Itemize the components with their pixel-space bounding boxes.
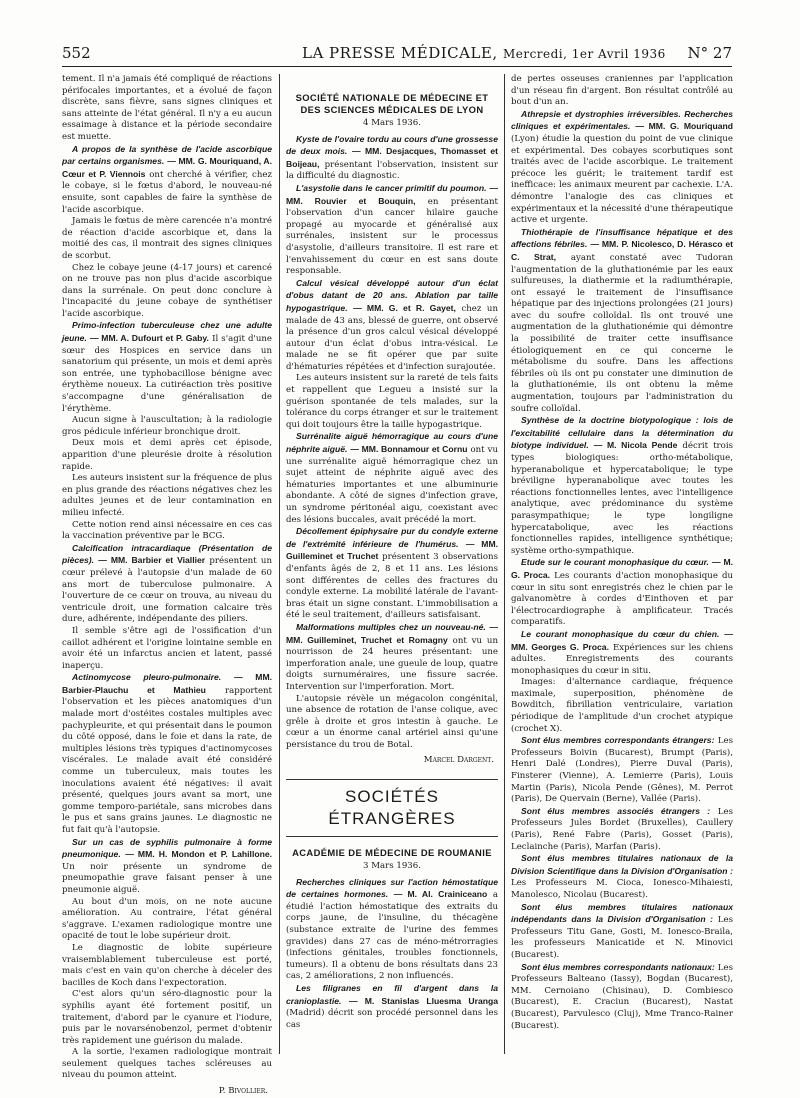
- paragraph: Les courants d'action monophasique du cœur in situ sont enregistrés chez le chien par le galvanomètre à cordes d'Einthoven et par l'électrocardiographe à amplificateur. Tracés comparatifs.: [511, 570, 734, 628]
- article-authors: — M. Nicola Pende: [593, 440, 678, 451]
- paragraph: (Madrid) décrit son procédé personnel dans les cas: [286, 1008, 498, 1030]
- paragraph: Il semble s'être agi de l'ossification d'un caillot adhérent et l'origine lointaine semble en avoir été un infarctus ancien et latent, passé inaperçu.: [62, 625, 272, 671]
- paragraph: présentent un cœur prélevé à l'autopsie d'un malade de 60 ans mort de tuberculose pulmonaire. A l'ouverture de ce cœur on trouva, au niveau du ventricule droit, une formation calcaire très dure, adhérente, indépendante des piliers.: [62, 556, 272, 625]
- section-heading: SOCIÉTÉ NATIONALE DE MÉDECINE ET DES SCIENCES MÉDICALES DE LYON: [295, 92, 489, 115]
- section-banner: SOCIÉTÉS ÉTRANGÈRES: [286, 779, 498, 837]
- article-authors: — MM. Barbier-Plauchu et Mathieu: [62, 672, 272, 695]
- article-entry: [511, 415, 733, 557]
- article-entry: [286, 877, 498, 983]
- issue-date: Mercredi, 1er Avril 1936: [502, 47, 666, 61]
- article-entry: [286, 526, 498, 622]
- column-rule: [279, 74, 280, 1054]
- article-title: Sont élus membres titulaires nationaux de la Division Scientifique dans la Division d'Organisation :: [511, 853, 733, 876]
- article-title: Surrénalite aiguë hémorragique au cours d'une néphrite aiguë.: [286, 431, 498, 455]
- column-rule: [504, 74, 505, 1054]
- article-authors: — MM. G. et R. Gayet,: [353, 302, 456, 313]
- article-authors: — MM. G. Mouriquand, A. Cœur et P. Viennois: [62, 156, 272, 179]
- article-entry: [286, 183, 498, 278]
- paragraph: A la sortie, l'examen radiologique montrait seulement quelques taches scléreuses au niveau du poumon atteint.: [62, 1047, 272, 1081]
- article-title: Primo-infection tuberculeuse chez une adulte jeune.: [62, 320, 272, 344]
- page-header: [62, 44, 732, 67]
- paragraph: Cette notion rend ainsi nécessaire en ces cas la vaccination préventive par le BCG.: [62, 519, 272, 542]
- article-entry: [62, 543, 272, 626]
- article-authors: — MM. H. Mondon et P. Lahillone.: [125, 849, 272, 860]
- article-entry: [511, 109, 733, 227]
- paragraph: Le diagnostic de lobite supérieure vraisemblablement tuberculeuse est porté, mais c'est en vain qu'on cherche à déceler des bacilles de Koch dans l'expectoration.: [62, 942, 272, 988]
- article-entry: [62, 320, 272, 415]
- article-authors: — MM. Desjacques, Thomasset et Boijeau,: [286, 146, 499, 169]
- article-entry: [511, 735, 733, 806]
- article-title: Les filigranes en fil d'argent dans la cranioplastie.: [286, 983, 498, 1006]
- article-authors: — M. G. Proca.: [511, 557, 734, 580]
- column-2: [286, 74, 498, 1031]
- paragraph: décrit trois types biologiques: ortho-métabolique, hyperanabolique et hypercatabolique; le type bréviligne hyperanabolique avec toutes les réactions fonctionnelles lentes, avec l'intelligence analytique, avec prédominance du système parasympathique; le type longiligne hypercatabolique, avec les réactions fonctionnelles rapides, intelligence synthétique; système ortho-sympathique.: [511, 441, 733, 556]
- article-title: Malformations multiples chez un nouveau-né.: [296, 621, 486, 632]
- article-authors: — MM. Barbier et Viallier: [98, 555, 206, 566]
- section-heading: ACADÉMIE DE MÉDECINE DE ROUMANIE: [292, 847, 492, 859]
- article-title: Calcul vésical développé autour d'un éclat d'obus datant de 20 ans. Ablation par taille hypogastrique.: [286, 277, 498, 313]
- article-authors: — MM. Georges G. Proca.: [511, 628, 734, 652]
- journal-title: [302, 44, 666, 62]
- paragraph: Jamais le fœtus de mère carencée n'a montré de réaction d'acide ascorbique et, dans la moitié des cas, il montrait des signes cliniques de scorbut.: [62, 216, 272, 261]
- signature: Marcel Dargent.: [423, 755, 494, 766]
- paragraph: chez un malade de 43 ans, blessé de guerre, ont observé la présence d'un gros calcul vésical développé autour d'un éclat d'obus intra-vésical. Le malade ne se fit opérer que par suite d'hématuries répétées et d'infection surajoutée.: [286, 303, 499, 372]
- article-title: Sur un cas de syphilis pulmonaire à forme pneumonique.: [62, 836, 272, 860]
- article-entry: [511, 227, 733, 416]
- article-entry: [511, 806, 733, 853]
- paragraph: en présentant l'observation d'un cancer hilaire gauche propagé au myocarde et généralisé aux surrénales, insistent sur le processus d'asystolie, d'ailleurs transitoire. Il est rare et l'envahissement du cœur en est sans doute responsable.: [286, 196, 498, 277]
- paragraph: Les auteurs insistent sur la rareté de tels faits et rappellent que Legueu a insisté sur la guérison spontanée de tels malades, sur la tolérance du corps étranger et sur le traitement qui doit toujours être la taille hypogastrique.: [286, 373, 498, 430]
- paragraph: a étudié l'action hémostatique des extraits du corps jaune, de l'insuline, du thécagène (substance extraite de l'urine des femmes gravides) dans 27 cas de méno-métrorragies (infections génitales, troubles fonctionnels, tumeurs). Il a obtenu de bons résultats dans 23 cas, 2 améliorations, 2 non influencés.: [286, 890, 498, 982]
- paragraph: (Lyon) étudie la question du point de vue clinique et expérimental. Des cobayes scorbutiques sont traités avec de l'acide ascorbique. Le traitement précoce les guérit; le traitement tardif est inefficace: les animaux meurent par cachexie. L'A. démontre l'analogie des cas cliniques et expérimentaux et la nécessité d'une thérapeutique active et urgente.: [511, 133, 733, 226]
- article-title: Sont élus membres associés étrangers :: [521, 805, 711, 816]
- paragraph: ont vu un nourrisson de 24 heures présentant: une imperforation anale, une gueule de loup, quatre doigts surnuméraires, une fissure sacrée. Intervention sur l'imperforation. Mort.: [286, 635, 498, 692]
- article-entry: [511, 853, 733, 901]
- paragraph: Deux mois et demi après cet épisode, apparition d'une pleurésie droite à résolution rapide.: [62, 438, 272, 472]
- article-entry: [62, 672, 272, 836]
- paragraph: Les Professeurs Balteano (Iassy), Bogdan (Bucarest), MM. Cernoiano (Chisinau), D. Combiesco (Bucarest), E. Craciun (Bucarest), Nastat (Bucarest), Parvulesco (Cluj), Mme Tranco-Rainer (Bucarest).: [511, 962, 733, 1031]
- signature: P. Bivollier.: [218, 1086, 268, 1097]
- paragraph: tement. Il n'a jamais été compliqué de réactions périfocales importantes, et a évolué de façon discrète, sans fièvre, sans signes cliniques et sans atteinte de l'état général. Il n'y a eu aucun essaimage à distance et la période secondaire est muette.: [62, 74, 272, 142]
- article-entry: [62, 144, 272, 217]
- article-title: L'asystolie dans le cancer primitif du poumon.: [296, 182, 487, 193]
- paragraph: Images: d'alternance cardiaque, fréquence maximale, superposition, phénomène de Bowditch, fibrillation ventriculaire, variation périodique de l'amplitude d'un crochet atypique (crochet X).: [511, 677, 733, 734]
- article-authors: — MM. Guilleminet et Truchet: [286, 538, 499, 562]
- article-title: Actinomycose pleuro-pulmonaire.: [72, 672, 222, 683]
- article-authors: — M. Al. Crainiceano: [393, 889, 488, 900]
- article-entry: [511, 629, 733, 677]
- article-authors: — MM. Rouvier et Bouquin,: [286, 182, 498, 206]
- paragraph: Il s'agit d'une sœur des Hospices en service dans un sanatorium qui présente, un mois et demi après son entrée, une typhobacillose bénigne avec érythème noueux. La cutiréaction très positive s'accompagne d'une généralisation de l'érythème.: [62, 334, 273, 414]
- article-entry: [511, 962, 733, 1033]
- article-title: Recherches cliniques sur l'action hémostatique de certaines hormones.: [286, 876, 498, 900]
- article-title: Synthèse de la doctrine biotypologique : lois de l'excitabilité cellulaire dans la détermination du biotype individuel.: [511, 415, 733, 451]
- paragraph: Un noir présente un syndrome de pneumopathie grave faisant penser à une pneumonie aiguë.: [62, 861, 272, 895]
- article-entry: [286, 622, 498, 694]
- journal-name: LA PRESSE MÉDICALE,: [302, 44, 498, 62]
- paragraph: ayant constaté avec Tudoran l'augmentation de la gluthationémie par les eaux sulfureuses, la diathermie et la radiumthérapie, ont essayé le traitement de l'insuffisance hépatique par des injections prolongées (21 jours) avec du soufre colloïdal. Ils ont trouvé une augmentation de la gluthationémie qui démontre la possibilité de traiter cette insuffisance étiologiquement en ce qui concerne le métabolisme du soufre. Dans les affections fébriles où ils ont pu constater une diminution de la gluthationémie, ils ont obtenu la même augmentation, toujours par l'administration du soufre colloïdal.: [511, 252, 733, 414]
- article-authors: — MM. A. Dufourt et P. Gaby.: [89, 333, 209, 344]
- session-date: 3 Mars 1936.: [363, 861, 421, 872]
- article-entry: [511, 902, 733, 962]
- paragraph: C'est alors qu'un séro-diagnostic pour la syphilis ayant été fortement positif, un traitement, d'abord par le cyanure et l'iodure, puis par le novarsénobenzol, permet d'obtenir très rapidement une guérison du malade.: [62, 989, 272, 1046]
- article-entry: [511, 557, 733, 629]
- paragraph: Les Professeurs M. Cioca, Ionesco-Mihaiesti, Manolesco, Nicolau (Bucarest).: [511, 878, 733, 900]
- paragraph: Les Professeurs Titu Gane, Gosti, M. Ionesco-Braila, les professeurs Manicatide et N. Minovici (Bucarest).: [511, 915, 733, 960]
- column-1: [62, 74, 272, 1098]
- article-title: Décollement épiphysaire pur du condyle externe de l'extrémité inférieure de l'humérus.: [286, 526, 498, 549]
- article-entry: [286, 983, 498, 1031]
- paragraph: ont cherché à vérifier, chez le cobaye, si le fœtus d'abord, le nouveau-né ensuite, sont capables de faire la synthèse de l'acide ascorbique.: [62, 169, 272, 215]
- paragraph: Au bout d'un mois, on ne note aucune amélioration. Au contraire, l'état général s'aggrave. L'examen radiologique montre une opacité de tout le lobe supérieur droit.: [62, 896, 272, 942]
- article-authors: — MM. Bonnamour et Cornu: [350, 444, 468, 455]
- paragraph: Aucun signe à l'auscultation; à la radiologie gros pédicule inférieur bronchique droit.: [62, 415, 272, 437]
- article-entry: [286, 431, 498, 526]
- paragraph: présentent 3 observations d'enfants âgés de 2, 8 et 11 ans. Les lésions sont différentes de celles des fractures du condyle externe. La mobilité latérale de l'avant-bras était un signe constant. L'immobilisation a été le seul traitement, d'ailleurs satisfaisant.: [286, 552, 498, 621]
- article-title: Kyste de l'ovaire tordu au cours d'une grossesse de deux mois.: [286, 133, 498, 157]
- paragraph: présentant l'observation, insistent sur la difficulté du diagnostic.: [286, 159, 499, 182]
- article-title: Sont élus membres titulaires nationaux indépendants dans la Division d'Organisation :: [511, 901, 733, 925]
- article-authors: — M. Stanislas Lluesma Uranga: [348, 995, 499, 1006]
- article-title: Thiothérapie de l'insuffisance hépatique et des affections fébriles.: [511, 226, 733, 250]
- paragraph: L'autopsie révèle un mégacolon congénital, une absence de rotation de l'anse colique, avec grêle à droite et gros intestin à gauche. Le cœur a un énorme canal artériel ainsi qu'une persistance du trou de Botal.: [286, 693, 498, 750]
- column-3: [511, 74, 733, 1032]
- article-title: A propos de la synthèse de l'acide ascorbique par certains organismes.: [62, 143, 272, 167]
- article-title: Etude sur le courant monophasique du cœur.: [521, 557, 709, 568]
- session-date: 4 Mars 1936.: [363, 118, 421, 128]
- article-authors: — MM. G. Mouriquand: [635, 121, 734, 132]
- article-title: Le courant monophasique du cœur du chien.: [521, 628, 720, 639]
- paragraph: Chez le cobaye jeune (4-17 jours) et carencé on ne trouve pas non plus d'acide ascorbique dans la surrénale. On peut donc conclure à l'incapacité du jeune cobaye de synthétiser l'acide ascorbique.: [62, 262, 272, 319]
- paragraph: de pertes osseuses craniennes par l'application d'un réseau fin d'argent. Bon résultat contrôlé au bout d'un an.: [511, 74, 733, 108]
- article-title: Calcification intracardiaque (Présentation de pièces).: [62, 542, 272, 566]
- paragraph: Expériences sur les chiens adultes. Enregistrements des courants monophasiques du cœur in situ.: [511, 642, 733, 676]
- paragraph: rapportent l'observation et les pièces anatomiques d'un malade mort d'ostéites costales multiples avec pachypleurite, et qui présentait dans le poumon du côté opposé, dans le foie et dans la rate, de multiples lésions très typiques d'actinomycoses viscérales. Le malade avait été considéré comme un tuberculeux, mais toutes les inoculations avaient été négatives: il avait présenté, quelques jours avant sa mort, une gomme temporo-pariétale, sans microbes dans le pus et sans grains jaunes. Le diagnostic ne fut fait qu'à l'autopsie.: [62, 685, 273, 835]
- article-authors: — MM. P. Nicolesco, D. Hérasco et C. Strat,: [511, 239, 734, 262]
- article-title: Athrepsie et dystrophies irréversibles. Recherches cliniques et expérimentales.: [511, 108, 733, 132]
- paragraph: Les Professeurs Jules Bordet (Bruxelles), Caullery (Paris), René Fabre (Paris), Gosset (Paris), Leclainche (Paris), Marfan (Paris).: [511, 806, 733, 852]
- article-title: Sont élus membres correspondants nationaux:: [521, 961, 715, 972]
- article-authors: — MM. Guilleminet, Truchet et Romagny: [286, 621, 498, 645]
- paragraph: Les auteurs insistent sur la fréquence de plus en plus grande des réactions négatives chez les adultes jeunes et de leur contamination en milieu infecté.: [62, 473, 272, 518]
- article-entry: [286, 278, 498, 374]
- article-entry: [286, 134, 498, 183]
- issue-number: N° 27: [687, 44, 732, 62]
- paragraph: ont vu une surrénalite aiguë hémorragique chez un sujet atteint de néphrite aiguë avec des hématuries importantes et une albuminurie abondante. A côté de signes d'infection grave, un syndrome péritonéal aigu, coexistant avec des lésions buccales, avait précédé la mort.: [286, 445, 498, 525]
- article-title: Sont élus membres correspondants étrangers:: [521, 735, 715, 746]
- paragraph: Les Professeurs Boivin (Bucarest), Brumpt (Paris), Henri Dalé (Londres), Pierre Duval (Paris), Finsterer (Vienne), A. Lemierre (Paris), Louis Martin (Paris), Nicola Pende (Gênes), M. Perrot (Paris), De Quervain (Berne), Vallée (Paris).: [511, 736, 733, 805]
- page-number: 552: [62, 44, 91, 62]
- article-entry: [62, 837, 272, 897]
